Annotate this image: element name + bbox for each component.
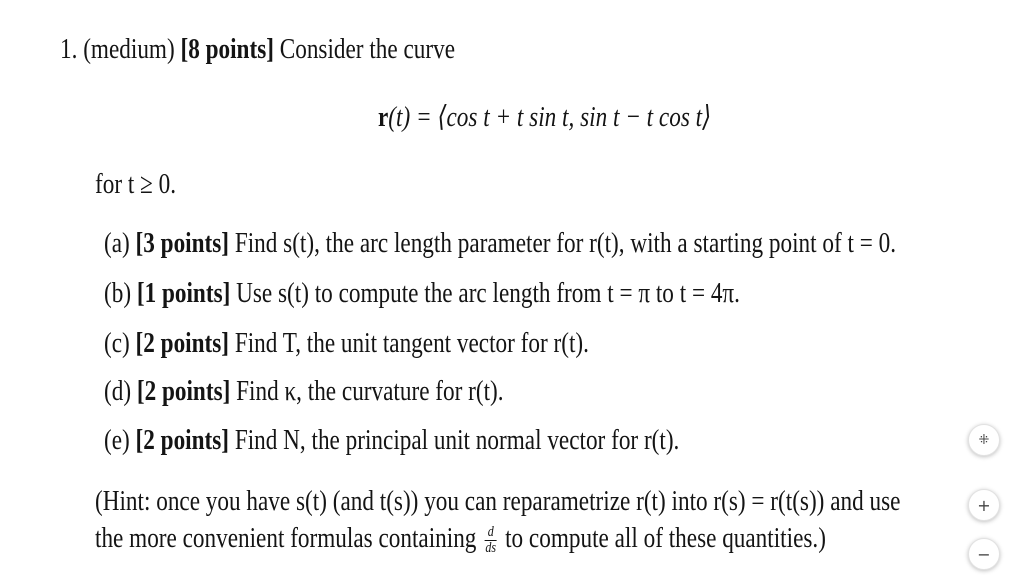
part-label: (a) [104,227,130,259]
part-label: (e) [104,424,130,456]
part-d [104,377,504,406]
problem-difficulty: (medium) [83,33,175,65]
fraction-numerator: d [485,525,497,541]
part-b [104,279,740,308]
fraction-denominator: ds [485,539,497,556]
hint-text-after: to compute all of these quantities.) [505,522,826,554]
zoom-out-button[interactable] [968,538,1000,570]
hint-text-before: the more convenient formulas containing [95,522,477,554]
hint-line-1: (Hint: once you have s(t) (and t(s)) you can reparametrize r(t) into r(s) = r(t(s)) and use [95,485,901,517]
part-text: Find s(t), the arc length parameter for r(t), with a starting point of t = 0. [234,227,897,259]
equation-body: (t) = ⟨cos t + t sin t, sin t − t cos t⟩ [388,101,712,133]
part-text: Use s(t) to compute the arc length from t = π to t = 4π. [236,277,740,309]
part-a [104,229,896,258]
plus-icon: + [977,495,991,515]
fit-icon: ⁜ [978,432,990,448]
part-text: Find T, the unit tangent vector for r(t). [234,327,589,359]
part-points: [3 points] [135,227,230,259]
problem-intro: Consider the curve [279,33,455,65]
problem-heading [60,35,455,64]
derivative-fraction [485,525,497,556]
part-label: (c) [104,327,130,359]
condition-text: for t ≥ 0. [95,168,177,200]
part-label: (b) [104,277,132,309]
part-points: [2 points] [135,424,230,456]
part-label: (d) [104,375,132,407]
minus-icon: − [977,544,991,564]
equation-vector-r: r [378,101,389,133]
part-e [104,426,679,455]
curve-equation [378,103,711,132]
hint-line-2 [95,524,826,556]
part-text: Find κ, the curvature for r(t). [236,375,504,407]
part-c [104,329,589,358]
zoom-in-button[interactable] [968,489,1000,521]
part-points: [2 points] [136,375,231,407]
fit-page-button[interactable] [968,424,1000,456]
problem-number: 1. [60,33,78,65]
part-text: Find N, the principal unit normal vector for r(t). [234,424,680,456]
part-points: [1 points] [136,277,231,309]
part-points: [2 points] [135,327,230,359]
problem-points: [8 points] [180,33,274,65]
